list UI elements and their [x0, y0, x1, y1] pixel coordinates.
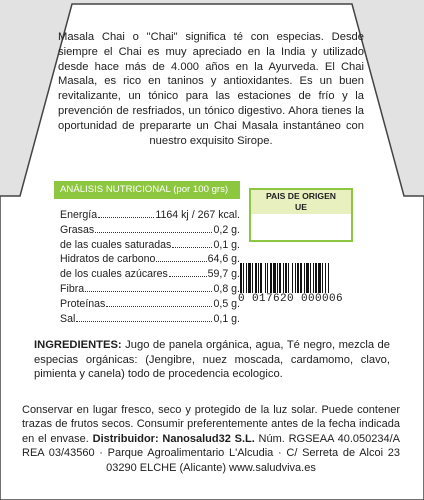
barcode-bar	[277, 263, 278, 293]
origin-blank-field	[251, 214, 351, 240]
barcode-bar	[273, 263, 276, 293]
barcode-bar	[279, 263, 281, 293]
barcode-bar	[265, 263, 266, 293]
barcode-bar	[318, 263, 321, 293]
barcode-bar	[313, 263, 314, 293]
origin-value: UE	[295, 202, 307, 212]
barcode-bar	[310, 263, 311, 293]
nutrient-value: 0,5 g.	[213, 297, 240, 310]
barcode-bar	[328, 263, 329, 293]
dot-leader	[95, 231, 212, 233]
origin-header	[251, 190, 351, 214]
nutrient-label: Fibra	[60, 282, 85, 295]
barcode-bar	[295, 263, 296, 293]
barcode-bar	[315, 263, 317, 293]
barcode-bar	[292, 263, 293, 293]
nutrition-heading: ANÁLISIS NUTRICIONAL (por 100 grs)	[54, 181, 240, 199]
barcode-bar	[252, 263, 253, 293]
barcode-bar	[270, 263, 272, 293]
nutrient-label: Energía	[60, 209, 98, 221]
origin-box	[249, 188, 353, 242]
barcode-bar	[260, 263, 262, 293]
nutrition-row	[60, 238, 240, 253]
barcode-bar	[306, 263, 309, 293]
barcode-bar	[267, 263, 268, 293]
barcode-bar	[322, 263, 323, 293]
storage-text: Conservar en lugar fresco, seco y protegido de la luz solar. Puede contener trazas de frutos secos. Consumir preferentemente antes de la fecha indicada en el envase.	[22, 404, 400, 445]
nutrition-table	[54, 181, 240, 326]
barcode-bar	[297, 263, 299, 293]
barcode-bar	[283, 263, 284, 293]
nutrition-row	[60, 282, 240, 297]
barcode-image	[236, 263, 386, 295]
nutrition-row	[60, 297, 240, 312]
nutrient-label: Hidratos de carbono	[60, 253, 156, 266]
nutrient-label: de los cuales azúcares	[60, 268, 168, 281]
nutrient-value: 0,1 g.	[213, 312, 240, 325]
storage-distributor-info	[22, 403, 400, 475]
nutrient-value: 64,6 g.	[207, 253, 240, 266]
barcode-bar	[258, 263, 259, 293]
nutrient-value: 0,1 g.	[213, 238, 240, 251]
dot-leader	[76, 320, 212, 322]
dot-leader	[169, 275, 207, 277]
dot-leader	[85, 290, 212, 292]
ingredients-text: Jugo de panela orgánica, agua, Té negro, mezcla de especias orgánicas: (Jengibre, nuez moscada, cardamomo, clavo, pimienta y canela) todo de procedencia ecologico.	[34, 339, 390, 381]
barcode-bar	[285, 263, 287, 293]
barcode-bar	[300, 263, 302, 293]
nutrient-label: Proteínas	[60, 297, 106, 310]
nutrition-row	[60, 267, 240, 282]
nutrition-row	[60, 208, 240, 223]
barcode-bar	[304, 263, 305, 293]
barcode-bar	[240, 263, 242, 293]
nutrition-row	[60, 252, 240, 267]
distributor-name: Distribuidor: Nanosalud32 S.L.	[92, 432, 255, 445]
ingredients-section	[34, 338, 390, 382]
nutrient-label: Grasas	[60, 223, 95, 236]
barcode-bar	[246, 263, 247, 293]
nutrient-value: 59,7 g.	[207, 268, 240, 281]
nutrition-row	[60, 223, 240, 238]
barcode-digits: 0 017620 000006	[238, 293, 344, 305]
barcode-bar	[255, 263, 257, 293]
origin-heading: PAIS DE ORIGEN	[265, 191, 337, 201]
nutrient-value: 0,8 g.	[213, 282, 240, 295]
registry-address-text: Núm. RGSEAA 40.050234/A REA 03/43560 · Parque Agroalimentario L'Alcudia · C/ Serreta de Alcoi 23 03290 ELCHE (Alicante) www.saludviva.es	[22, 432, 400, 474]
barcode-bar	[243, 263, 244, 293]
dot-leader	[98, 216, 154, 218]
nutrient-label: de las cuales saturadas	[60, 238, 172, 251]
nutrient-label: Sal	[60, 312, 76, 325]
dot-leader	[156, 260, 206, 262]
barcode-bar	[288, 263, 289, 293]
ingredients-label: INGREDIENTES:	[34, 339, 122, 351]
nutrient-value: 1164 kj / 267 kcal.	[155, 209, 240, 221]
nutrition-row	[60, 312, 240, 327]
barcode-bar	[248, 263, 251, 293]
barcode-bar	[325, 263, 326, 293]
dot-leader	[106, 305, 212, 307]
nutrient-value: 0,2 g.	[213, 223, 240, 236]
product-description: Masala Chai o "Chai" significa té con especias. Desde siempre el Chai es muy apreciado en la India y utilizado desde hace más de 4.000 años en la Ayurveda. El Chai Masala, es rico en taninos y antioxidantes. Es un buen revitalizante, un tónico para las estaciones de frío y la prevención de resfriados, un tónico digestivo. Ahora tienes la oportunidad de prepararte un Chai Masala instantáneo con nuestro exquisito Sirope.	[58, 31, 364, 147]
nutrition-rows	[54, 199, 240, 326]
dot-leader	[172, 246, 212, 248]
